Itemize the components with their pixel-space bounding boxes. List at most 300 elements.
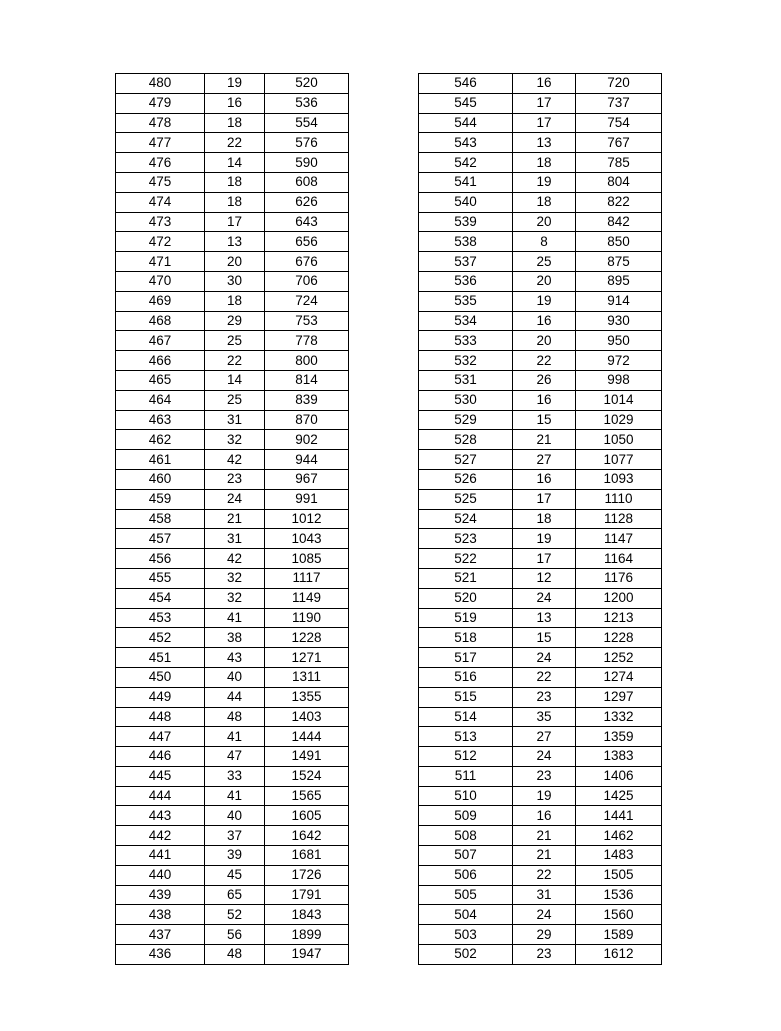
score-table-right <box>418 73 662 965</box>
score-cell: 539 <box>419 212 513 232</box>
score-cell: 517 <box>419 648 513 668</box>
score-cell: 441 <box>116 846 205 866</box>
count-cell: 18 <box>205 113 265 133</box>
cumulative-cell: 800 <box>265 351 349 371</box>
cumulative-cell: 1085 <box>265 549 349 569</box>
table-row <box>116 192 349 212</box>
cumulative-cell: 590 <box>265 153 349 173</box>
score-cell: 505 <box>419 885 513 905</box>
count-cell: 21 <box>205 509 265 529</box>
cumulative-cell: 1252 <box>576 648 662 668</box>
count-cell: 18 <box>205 172 265 192</box>
count-cell: 22 <box>205 133 265 153</box>
score-cell: 474 <box>116 192 205 212</box>
count-cell: 31 <box>205 410 265 430</box>
cumulative-cell: 1462 <box>576 826 662 846</box>
score-cell: 536 <box>419 271 513 291</box>
table-row <box>419 667 662 687</box>
score-cell: 514 <box>419 707 513 727</box>
count-cell: 32 <box>205 588 265 608</box>
table-row <box>116 291 349 311</box>
score-cell: 534 <box>419 311 513 331</box>
count-cell: 13 <box>513 608 576 628</box>
table-row <box>116 252 349 272</box>
count-cell: 39 <box>205 846 265 866</box>
table-row <box>116 945 349 965</box>
table-row <box>419 628 662 648</box>
table-row <box>419 469 662 489</box>
table-row <box>419 311 662 331</box>
score-cell: 479 <box>116 93 205 113</box>
cumulative-cell: 1297 <box>576 687 662 707</box>
table-row <box>419 232 662 252</box>
count-cell: 24 <box>513 747 576 767</box>
table-row <box>116 509 349 529</box>
table-row <box>419 331 662 351</box>
table-row <box>419 351 662 371</box>
table-row <box>419 826 662 846</box>
count-cell: 42 <box>205 450 265 470</box>
score-cell: 521 <box>419 568 513 588</box>
count-cell: 18 <box>205 192 265 212</box>
table-row <box>116 469 349 489</box>
table-row <box>116 707 349 727</box>
count-cell: 14 <box>205 370 265 390</box>
score-cell: 519 <box>419 608 513 628</box>
cumulative-cell: 1271 <box>265 648 349 668</box>
score-cell: 528 <box>419 430 513 450</box>
table-row <box>419 74 662 94</box>
count-cell: 32 <box>205 430 265 450</box>
table-row <box>116 331 349 351</box>
count-cell: 47 <box>205 747 265 767</box>
score-cell: 540 <box>419 192 513 212</box>
cumulative-cell: 1536 <box>576 885 662 905</box>
count-cell: 19 <box>513 172 576 192</box>
score-cell: 463 <box>116 410 205 430</box>
count-cell: 16 <box>513 469 576 489</box>
cumulative-cell: 814 <box>265 370 349 390</box>
cumulative-cell: 753 <box>265 311 349 331</box>
score-cell: 541 <box>419 172 513 192</box>
count-cell: 37 <box>205 826 265 846</box>
cumulative-cell: 1228 <box>576 628 662 648</box>
cumulative-cell: 724 <box>265 291 349 311</box>
count-cell: 23 <box>513 945 576 965</box>
count-cell: 21 <box>513 430 576 450</box>
cumulative-cell: 1077 <box>576 450 662 470</box>
score-cell: 516 <box>419 667 513 687</box>
score-cell: 456 <box>116 549 205 569</box>
score-cell: 507 <box>419 846 513 866</box>
table-row <box>116 786 349 806</box>
count-cell: 48 <box>205 945 265 965</box>
score-cell: 469 <box>116 291 205 311</box>
count-cell: 22 <box>513 667 576 687</box>
count-cell: 23 <box>513 687 576 707</box>
score-cell: 508 <box>419 826 513 846</box>
table-row <box>116 747 349 767</box>
count-cell: 24 <box>513 588 576 608</box>
score-cell: 436 <box>116 945 205 965</box>
score-cell: 504 <box>419 905 513 925</box>
cumulative-cell: 1355 <box>265 687 349 707</box>
score-cell: 525 <box>419 489 513 509</box>
count-cell: 15 <box>513 410 576 430</box>
cumulative-cell: 1093 <box>576 469 662 489</box>
count-cell: 35 <box>513 707 576 727</box>
table-row <box>116 74 349 94</box>
count-cell: 43 <box>205 648 265 668</box>
table-row <box>419 846 662 866</box>
cumulative-cell: 1491 <box>265 747 349 767</box>
score-cell: 503 <box>419 925 513 945</box>
table-row <box>419 509 662 529</box>
score-cell: 543 <box>419 133 513 153</box>
score-cell: 538 <box>419 232 513 252</box>
score-cell: 462 <box>116 430 205 450</box>
count-cell: 25 <box>205 390 265 410</box>
table-row <box>419 192 662 212</box>
cumulative-cell: 536 <box>265 93 349 113</box>
count-cell: 30 <box>205 271 265 291</box>
cumulative-cell: 767 <box>576 133 662 153</box>
table-row <box>116 628 349 648</box>
cumulative-cell: 804 <box>576 172 662 192</box>
table-row <box>116 727 349 747</box>
score-cell: 465 <box>116 370 205 390</box>
cumulative-cell: 1050 <box>576 430 662 450</box>
count-cell: 19 <box>513 786 576 806</box>
table-row <box>116 172 349 192</box>
count-cell: 29 <box>513 925 576 945</box>
score-cell: 544 <box>419 113 513 133</box>
score-cell: 470 <box>116 271 205 291</box>
cumulative-cell: 870 <box>265 410 349 430</box>
cumulative-cell: 520 <box>265 74 349 94</box>
table-row <box>419 133 662 153</box>
score-cell: 515 <box>419 687 513 707</box>
score-cell: 445 <box>116 766 205 786</box>
score-cell: 476 <box>116 153 205 173</box>
cumulative-cell: 1228 <box>265 628 349 648</box>
cumulative-cell: 1612 <box>576 945 662 965</box>
table-row <box>419 172 662 192</box>
table-row <box>419 727 662 747</box>
score-cell: 545 <box>419 93 513 113</box>
cumulative-cell: 1441 <box>576 806 662 826</box>
table-row <box>419 766 662 786</box>
count-cell: 33 <box>205 766 265 786</box>
cumulative-cell: 1605 <box>265 806 349 826</box>
table-row <box>116 370 349 390</box>
count-cell: 27 <box>513 727 576 747</box>
count-cell: 24 <box>513 905 576 925</box>
table-row <box>116 93 349 113</box>
cumulative-cell: 1403 <box>265 707 349 727</box>
count-cell: 22 <box>205 351 265 371</box>
table-row <box>116 806 349 826</box>
count-cell: 16 <box>513 311 576 331</box>
score-cell: 461 <box>116 450 205 470</box>
score-cell: 458 <box>116 509 205 529</box>
table-row <box>116 846 349 866</box>
table-row <box>116 648 349 668</box>
score-cell: 438 <box>116 905 205 925</box>
table-row <box>116 766 349 786</box>
table-row <box>116 489 349 509</box>
count-cell: 40 <box>205 667 265 687</box>
table-row <box>419 430 662 450</box>
count-cell: 18 <box>513 153 576 173</box>
table-row <box>419 271 662 291</box>
count-cell: 12 <box>513 568 576 588</box>
table-row <box>116 390 349 410</box>
score-cell: 467 <box>116 331 205 351</box>
table-row <box>116 549 349 569</box>
count-cell: 27 <box>513 450 576 470</box>
cumulative-cell: 1274 <box>576 667 662 687</box>
cumulative-cell: 706 <box>265 271 349 291</box>
count-cell: 41 <box>205 786 265 806</box>
score-cell: 452 <box>116 628 205 648</box>
score-cell: 530 <box>419 390 513 410</box>
cumulative-cell: 1110 <box>576 489 662 509</box>
cumulative-cell: 875 <box>576 252 662 272</box>
cumulative-cell: 1524 <box>265 766 349 786</box>
table-row <box>116 588 349 608</box>
count-cell: 17 <box>205 212 265 232</box>
score-cell: 523 <box>419 529 513 549</box>
cumulative-cell: 720 <box>576 74 662 94</box>
score-cell: 439 <box>116 885 205 905</box>
cumulative-cell: 778 <box>265 331 349 351</box>
score-cell: 480 <box>116 74 205 94</box>
cumulative-cell: 626 <box>265 192 349 212</box>
table-row <box>419 568 662 588</box>
cumulative-cell: 1425 <box>576 786 662 806</box>
cumulative-cell: 1164 <box>576 549 662 569</box>
table-row <box>419 806 662 826</box>
count-cell: 24 <box>205 489 265 509</box>
count-cell: 65 <box>205 885 265 905</box>
score-cell: 444 <box>116 786 205 806</box>
cumulative-cell: 1560 <box>576 905 662 925</box>
score-cell: 522 <box>419 549 513 569</box>
count-cell: 20 <box>513 212 576 232</box>
score-cell: 531 <box>419 370 513 390</box>
cumulative-cell: 998 <box>576 370 662 390</box>
score-cell: 468 <box>116 311 205 331</box>
table-row <box>116 351 349 371</box>
score-cell: 446 <box>116 747 205 767</box>
count-cell: 40 <box>205 806 265 826</box>
table-row <box>116 232 349 252</box>
count-cell: 20 <box>513 271 576 291</box>
count-cell: 26 <box>513 370 576 390</box>
cumulative-cell: 930 <box>576 311 662 331</box>
score-cell: 450 <box>116 667 205 687</box>
cumulative-cell: 1043 <box>265 529 349 549</box>
score-cell: 546 <box>419 74 513 94</box>
score-cell: 532 <box>419 351 513 371</box>
table-row <box>419 529 662 549</box>
table-row <box>419 925 662 945</box>
table-row <box>419 549 662 569</box>
count-cell: 18 <box>205 291 265 311</box>
table-row <box>419 93 662 113</box>
cumulative-cell: 1483 <box>576 846 662 866</box>
count-cell: 22 <box>513 351 576 371</box>
table-row <box>419 608 662 628</box>
cumulative-cell: 1311 <box>265 667 349 687</box>
score-cell: 542 <box>419 153 513 173</box>
count-cell: 41 <box>205 727 265 747</box>
cumulative-cell: 1014 <box>576 390 662 410</box>
cumulative-cell: 1406 <box>576 766 662 786</box>
table-row <box>419 945 662 965</box>
cumulative-cell: 839 <box>265 390 349 410</box>
count-cell: 41 <box>205 608 265 628</box>
count-cell: 15 <box>513 628 576 648</box>
table-row <box>419 588 662 608</box>
count-cell: 16 <box>513 390 576 410</box>
count-cell: 52 <box>205 905 265 925</box>
score-cell: 442 <box>116 826 205 846</box>
count-cell: 25 <box>513 252 576 272</box>
cumulative-cell: 1947 <box>265 945 349 965</box>
table-row <box>419 786 662 806</box>
count-cell: 19 <box>205 74 265 94</box>
count-cell: 31 <box>205 529 265 549</box>
table-row <box>116 271 349 291</box>
score-cell: 464 <box>116 390 205 410</box>
table-row <box>419 153 662 173</box>
cumulative-cell: 576 <box>265 133 349 153</box>
table-row <box>116 687 349 707</box>
table-row <box>419 747 662 767</box>
count-cell: 20 <box>205 252 265 272</box>
count-cell: 17 <box>513 489 576 509</box>
score-cell: 513 <box>419 727 513 747</box>
score-cell: 511 <box>419 766 513 786</box>
cumulative-cell: 1029 <box>576 410 662 430</box>
cumulative-cell: 608 <box>265 172 349 192</box>
cumulative-cell: 1726 <box>265 865 349 885</box>
cumulative-cell: 822 <box>576 192 662 212</box>
table-row <box>116 826 349 846</box>
count-cell: 23 <box>205 469 265 489</box>
score-cell: 473 <box>116 212 205 232</box>
score-cell: 524 <box>419 509 513 529</box>
cumulative-cell: 1332 <box>576 707 662 727</box>
cumulative-cell: 895 <box>576 271 662 291</box>
cumulative-cell: 1444 <box>265 727 349 747</box>
table-row <box>419 707 662 727</box>
score-table-left <box>115 73 349 965</box>
table-row <box>419 212 662 232</box>
cumulative-cell: 967 <box>265 469 349 489</box>
table-row <box>419 410 662 430</box>
table-row <box>116 450 349 470</box>
cumulative-cell: 1505 <box>576 865 662 885</box>
count-cell: 38 <box>205 628 265 648</box>
score-cell: 451 <box>116 648 205 668</box>
cumulative-cell: 1012 <box>265 509 349 529</box>
score-cell: 448 <box>116 707 205 727</box>
cumulative-cell: 1147 <box>576 529 662 549</box>
cumulative-cell: 944 <box>265 450 349 470</box>
cumulative-cell: 1200 <box>576 588 662 608</box>
score-cell: 437 <box>116 925 205 945</box>
score-cell: 526 <box>419 469 513 489</box>
score-cell: 510 <box>419 786 513 806</box>
count-cell: 14 <box>205 153 265 173</box>
count-cell: 32 <box>205 568 265 588</box>
score-cell: 509 <box>419 806 513 826</box>
cumulative-cell: 1128 <box>576 509 662 529</box>
score-cell: 502 <box>419 945 513 965</box>
score-cell: 533 <box>419 331 513 351</box>
count-cell: 19 <box>513 291 576 311</box>
score-cell: 529 <box>419 410 513 430</box>
cumulative-cell: 1383 <box>576 747 662 767</box>
table-row <box>419 489 662 509</box>
score-cell: 466 <box>116 351 205 371</box>
table-row <box>419 648 662 668</box>
count-cell: 48 <box>205 707 265 727</box>
table-row <box>116 113 349 133</box>
score-cell: 447 <box>116 727 205 747</box>
cumulative-cell: 850 <box>576 232 662 252</box>
score-cell: 537 <box>419 252 513 272</box>
count-cell: 56 <box>205 925 265 945</box>
count-cell: 22 <box>513 865 576 885</box>
score-cell: 512 <box>419 747 513 767</box>
count-cell: 13 <box>205 232 265 252</box>
table-row <box>116 885 349 905</box>
table-row <box>419 370 662 390</box>
table-row <box>419 252 662 272</box>
table-row <box>116 529 349 549</box>
table-row <box>419 450 662 470</box>
cumulative-cell: 656 <box>265 232 349 252</box>
table-row <box>116 667 349 687</box>
score-cell: 477 <box>116 133 205 153</box>
cumulative-cell: 950 <box>576 331 662 351</box>
count-cell: 29 <box>205 311 265 331</box>
score-cell: 460 <box>116 469 205 489</box>
cumulative-cell: 785 <box>576 153 662 173</box>
cumulative-cell: 643 <box>265 212 349 232</box>
cumulative-cell: 1791 <box>265 885 349 905</box>
table-row <box>419 113 662 133</box>
cumulative-cell: 737 <box>576 93 662 113</box>
score-cell: 475 <box>116 172 205 192</box>
count-cell: 16 <box>205 93 265 113</box>
count-cell: 20 <box>513 331 576 351</box>
cumulative-cell: 1359 <box>576 727 662 747</box>
cumulative-cell: 1213 <box>576 608 662 628</box>
cumulative-cell: 754 <box>576 113 662 133</box>
cumulative-cell: 1899 <box>265 925 349 945</box>
table-row <box>419 687 662 707</box>
count-cell: 45 <box>205 865 265 885</box>
count-cell: 16 <box>513 74 576 94</box>
score-cell: 457 <box>116 529 205 549</box>
score-cell: 459 <box>116 489 205 509</box>
count-cell: 19 <box>513 529 576 549</box>
